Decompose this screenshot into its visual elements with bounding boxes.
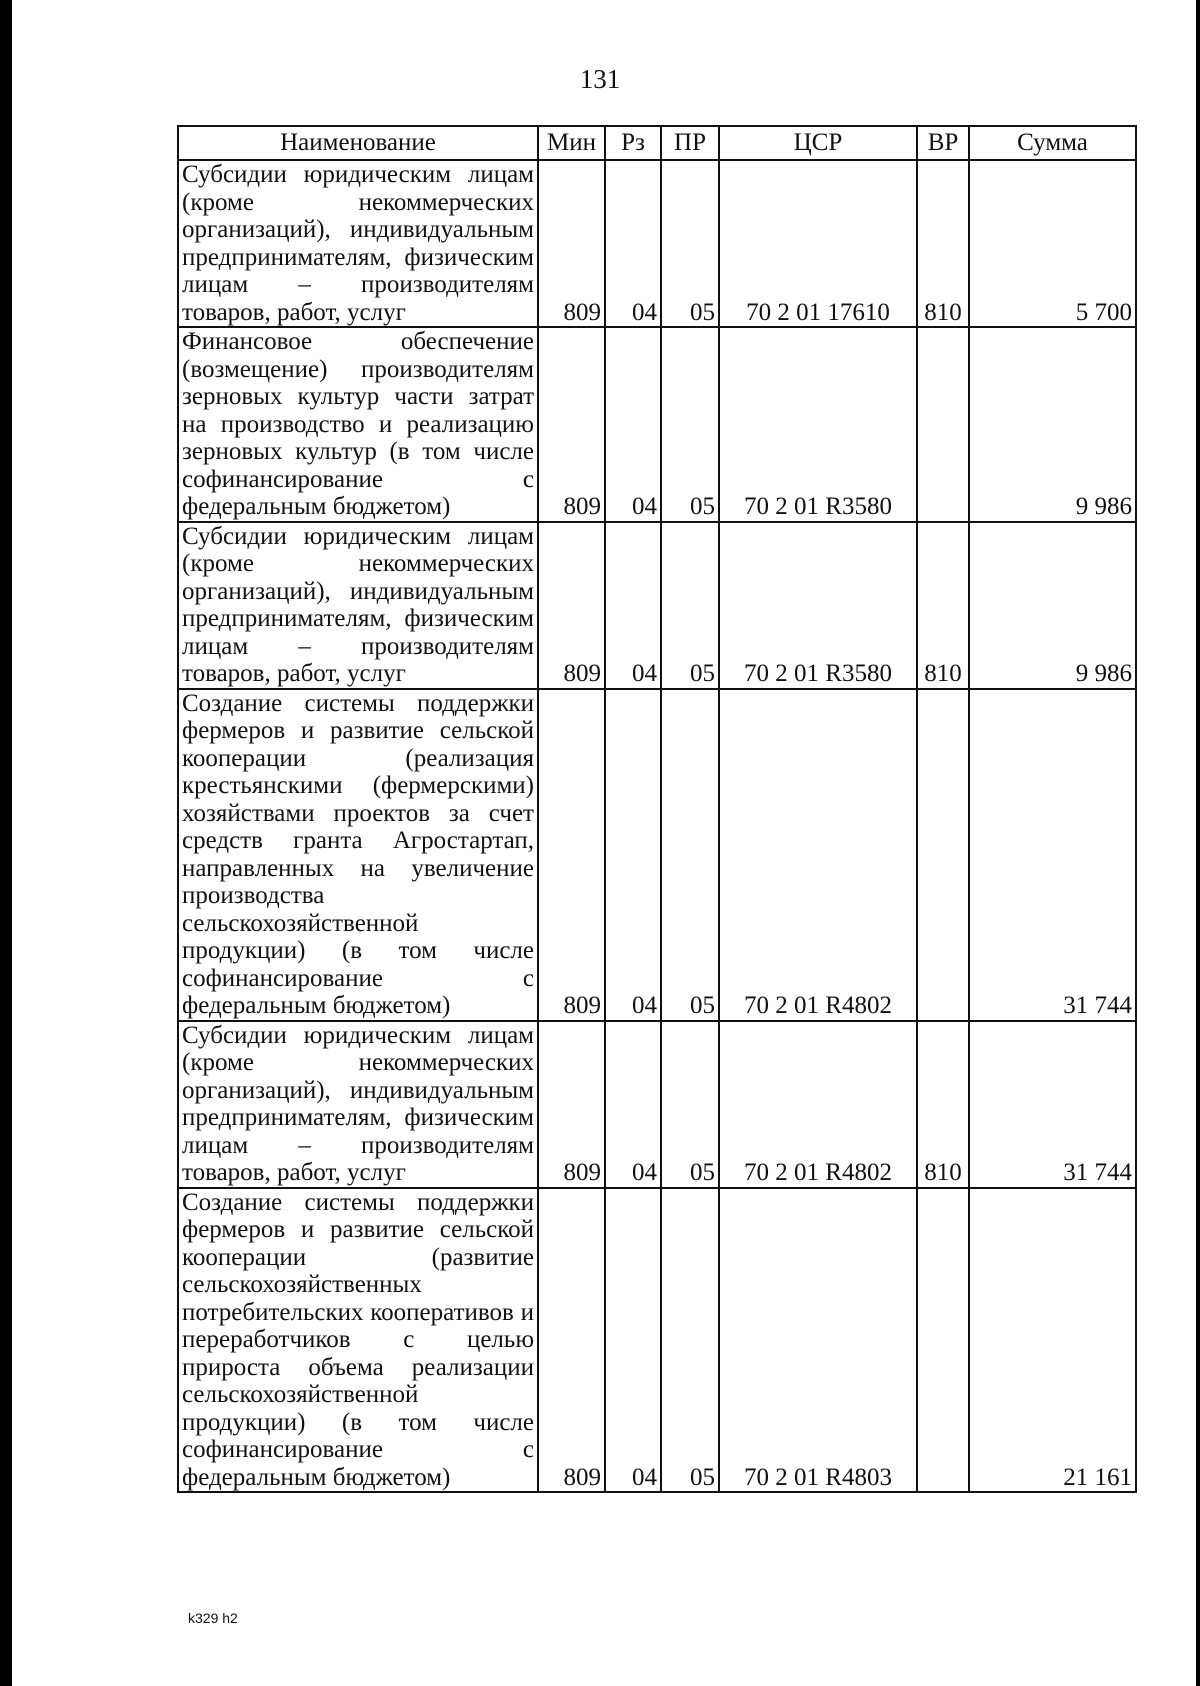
row-rz: 04 bbox=[605, 689, 661, 1021]
row-rz: 04 bbox=[605, 1188, 661, 1493]
scan-border-right bbox=[1196, 0, 1200, 1686]
table-row bbox=[178, 1021, 1136, 1188]
row-min: 809 bbox=[538, 327, 605, 522]
table-row bbox=[178, 160, 1136, 327]
row-name: Создание системы поддержки фермеров и развитие сельской кооперации (развитие сельскохозяйственных потребительских кооперативов и переработчиков с целью прироста объема реализации сельскохозяйственной продукции) (в том числе софинансирование с федеральным бюджетом) bbox=[178, 1188, 538, 1493]
row-sum: 9 986 bbox=[969, 327, 1136, 522]
row-name: Создание системы поддержки фермеров и развитие сельской кооперации (реализация крестьянскими (фермерскими) хозяйствами проектов за счет средств гранта Агростартап, направленных на увеличение производства сельскохозяйственной продукции) (в том числе софинансирование с федеральным бюджетом) bbox=[178, 689, 538, 1021]
row-vr bbox=[917, 1188, 969, 1493]
row-sum: 21 161 bbox=[969, 1188, 1136, 1493]
header-csr: ЦСР bbox=[719, 126, 917, 160]
row-name: Субсидии юридическим лицам (кроме некоммерческих организаций), индивидуальным предпринимателям, физическим лицам – производителям товаров, работ, услуг bbox=[178, 1021, 538, 1188]
scan-border-left bbox=[0, 0, 12, 1686]
header-name: Наименование bbox=[178, 126, 538, 160]
row-min: 809 bbox=[538, 1021, 605, 1188]
row-csr: 70 2 01 17610 bbox=[719, 160, 917, 327]
row-sum: 9 986 bbox=[969, 522, 1136, 689]
row-sum: 31 744 bbox=[969, 689, 1136, 1021]
row-pr: 05 bbox=[661, 327, 719, 522]
row-min: 809 bbox=[538, 522, 605, 689]
row-name: Субсидии юридическим лицам (кроме некоммерческих организаций), индивидуальным предпринимателям, физическим лицам – производителям товаров, работ, услуг bbox=[178, 522, 538, 689]
row-vr: 810 bbox=[917, 1021, 969, 1188]
row-vr: 810 bbox=[917, 160, 969, 327]
row-pr: 05 bbox=[661, 1188, 719, 1493]
row-min: 809 bbox=[538, 1188, 605, 1493]
row-pr: 05 bbox=[661, 689, 719, 1021]
header-min: Мин bbox=[538, 126, 605, 160]
row-name: Субсидии юридическим лицам (кроме некоммерческих организаций), индивидуальным предпринимателям, физическим лицам – производителям товаров, работ, услуг bbox=[178, 160, 538, 327]
row-csr: 70 2 01 R3580 bbox=[719, 327, 917, 522]
row-csr: 70 2 01 R4803 bbox=[719, 1188, 917, 1493]
row-sum: 31 744 bbox=[969, 1021, 1136, 1188]
table-header-row bbox=[178, 126, 1136, 160]
header-vr: ВР bbox=[917, 126, 969, 160]
row-min: 809 bbox=[538, 689, 605, 1021]
footer-document-code: k329 h2 bbox=[188, 1610, 238, 1626]
row-csr: 70 2 01 R4802 bbox=[719, 1021, 917, 1188]
row-csr: 70 2 01 R3580 bbox=[719, 522, 917, 689]
row-pr: 05 bbox=[661, 160, 719, 327]
page-number: 131 bbox=[579, 64, 621, 94]
header-rz: Рз bbox=[605, 126, 661, 160]
table-row bbox=[178, 327, 1136, 522]
header-sum: Сумма bbox=[969, 126, 1136, 160]
table-row bbox=[178, 522, 1136, 689]
header-pr: ПР bbox=[661, 126, 719, 160]
table-row bbox=[178, 1188, 1136, 1493]
row-rz: 04 bbox=[605, 522, 661, 689]
row-min: 809 bbox=[538, 160, 605, 327]
budget-table bbox=[177, 125, 1137, 1493]
row-csr: 70 2 01 R4802 bbox=[719, 689, 917, 1021]
table-row bbox=[178, 689, 1136, 1021]
row-rz: 04 bbox=[605, 327, 661, 522]
row-vr: 810 bbox=[917, 522, 969, 689]
row-pr: 05 bbox=[661, 522, 719, 689]
row-sum: 5 700 bbox=[969, 160, 1136, 327]
row-rz: 04 bbox=[605, 160, 661, 327]
row-name: Финансовое обеспечение (возмещение) производителям зерновых культур части затрат на производство и реализацию зерновых культур (в том числе софинансирование с федеральным бюджетом) bbox=[178, 327, 538, 522]
row-pr: 05 bbox=[661, 1021, 719, 1188]
row-rz: 04 bbox=[605, 1021, 661, 1188]
row-vr bbox=[917, 689, 969, 1021]
row-vr bbox=[917, 327, 969, 522]
